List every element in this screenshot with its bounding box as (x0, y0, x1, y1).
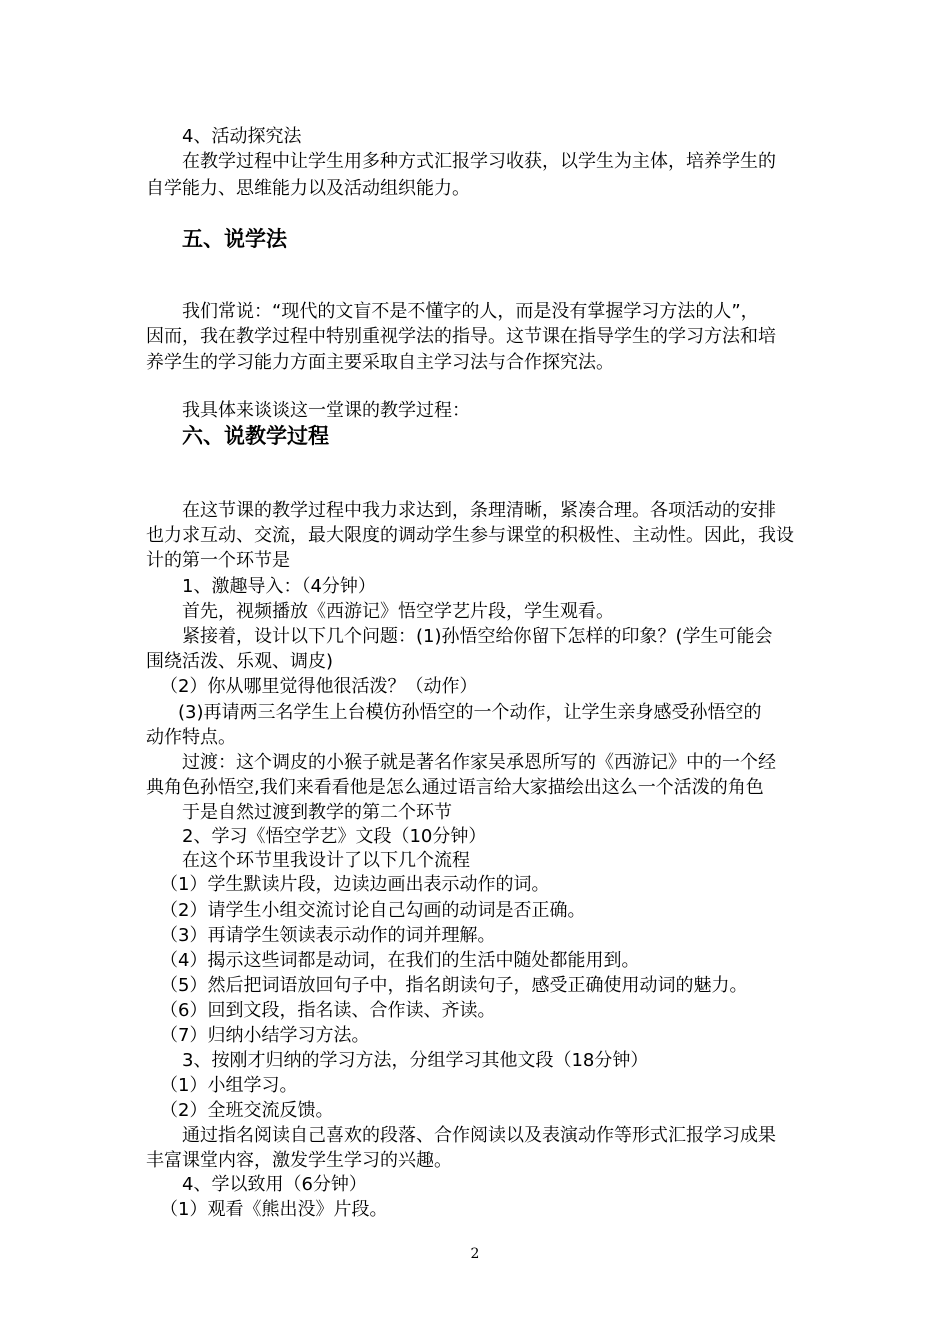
text-line: 我们常说：“现代的文盲不是不懂字的人，而是没有掌握学习方法的人”， (182, 301, 759, 322)
text-line: （2）你从哪里觉得他很活泼？（动作） (160, 676, 478, 697)
text-line: （7）归纳小结学习方法。 (160, 1025, 370, 1046)
text-line: （4）揭示这些词都是动词，在我们的生活中随处都能用到。 (160, 950, 640, 971)
text-line: 在这个环节里我设计了以下几个流程 (182, 850, 470, 871)
text-line: 也力求互动、交流，最大限度的调动学生参与课堂的积极性、主动性。因此，我设 (146, 525, 794, 546)
text-line: 首先，视频播放《西游记》悟空学艺片段，学生观看。 (182, 601, 614, 622)
text-line: 1、激趣导入：（4分钟） (182, 576, 376, 597)
text-line: （3）再请学生领读表示动作的词并理解。 (160, 925, 496, 946)
text-line: （1）观看《熊出没》片段。 (160, 1199, 388, 1220)
text-line: 紧接着，设计以下几个问题：(1)孙悟空给你留下怎样的印象？(学生可能会 (182, 626, 773, 647)
section-heading-6: 六、说教学过程 (182, 424, 329, 448)
text-line: （2）全班交流反馈。 (160, 1100, 334, 1121)
section-heading-5: 五、说学法 (182, 227, 287, 251)
text-line: 自学能力、思维能力以及活动组织能力。 (146, 178, 470, 199)
text-line: （1）小组学习。 (160, 1075, 298, 1096)
text-line: 4、活动探究法 (182, 126, 302, 147)
text-line: 动作特点。 (146, 727, 236, 748)
text-line: 3、按刚才归纳的学习方法，分组学习其他文段（18分钟） (182, 1050, 649, 1071)
text-line: 通过指名阅读自己喜欢的段落、合作阅读以及表演动作等形式汇报学习成果 (182, 1125, 776, 1146)
text-line: 在这节课的教学过程中我力求达到，条理清晰，紧凑合理。各项活动的安排 (182, 500, 776, 521)
text-line: 在教学过程中让学生用多种方式汇报学习收获，以学生为主体，培养学生的 (182, 151, 776, 172)
text-line: 丰富课堂内容，激发学生学习的兴趣。 (146, 1150, 452, 1171)
text-line: （1）学生默读片段，边读边画出表示动作的词。 (160, 874, 550, 895)
text-line: 因而，我在教学过程中特别重视学法的指导。这节课在指导学生的学习方法和培 (146, 326, 776, 347)
text-line: （2）请学生小组交流讨论自己勾画的动词是否正确。 (160, 900, 586, 921)
text-line: （6）回到文段，指名读、合作读、齐读。 (160, 1000, 496, 1021)
text-line: （5）然后把词语放回句子中，指名朗读句子，感受正确使用动词的魅力。 (160, 975, 748, 996)
text-line: 典角色孙悟空,我们来看看他是怎么通过语言给大家描绘出这么一个活泼的角色 (146, 777, 764, 798)
text-line: 过渡：这个调皮的小猴子就是著名作家吴承恩所写的《西游记》中的一个经 (182, 752, 776, 773)
text-line: 计的第一个环节是 (146, 550, 290, 571)
text-line: 围绕活泼、乐观、调皮) (146, 651, 334, 672)
text-line: 养学生的学习能力方面主要采取自主学习法与合作探究法。 (146, 352, 614, 373)
text-line: 4、学以致用（6分钟） (182, 1174, 367, 1195)
text-line: 于是自然过渡到教学的第二个环节 (182, 802, 452, 823)
page-number: 2 (470, 1246, 480, 1262)
text-line: (3)再请两三名学生上台模仿孙悟空的一个动作，让学生亲身感受孙悟空的 (178, 702, 762, 723)
text-line: 我具体来谈谈这一堂课的教学过程： (182, 400, 470, 421)
text-line: 2、学习《悟空学艺》文段（10分钟） (182, 826, 487, 847)
